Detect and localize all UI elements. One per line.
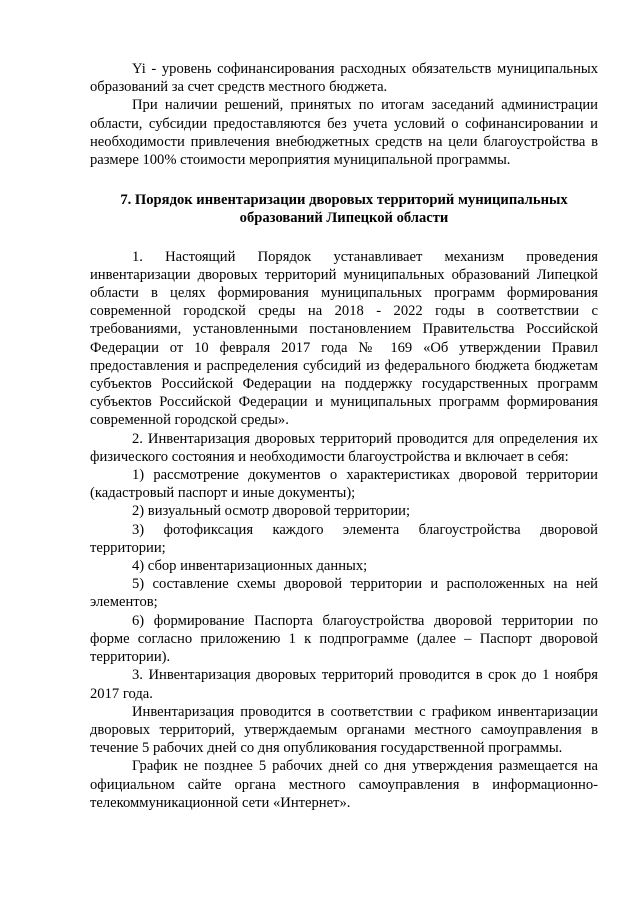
document-page bbox=[90, 60, 598, 812]
paragraph-1-purpose: 1. Настоящий Порядок устанавливает механизм проведения инвентаризации дворовых территорий муниципальных образований Липецкой области в целях формирования муниципальных программ формирования современной городской среды на 2018 - 2022 годы в соответствии с требованиями, установленными постановлением Правительства Российской Федерации от 10 февраля 2017 года № 169 «Об утверждении Правил предоставления и распределения субсидий из федерального бюджета бюджетам субъектов Российской Федерации на поддержку государственных программ субъектов Российской Федерации и муниципальных программ формирования современной городской среды». bbox=[90, 248, 598, 429]
paragraph-2-inventory-scope: 2. Инвентаризация дворовых территорий проводится для определения их физического состояния и необходимости благоустройства и включает в себя: bbox=[90, 430, 598, 465]
list-item-photo-fixation: 3) фотофиксация каждого элемента благоустройства дворовой территории; bbox=[90, 521, 598, 556]
list-item-visual-inspection: 2) визуальный осмотр дворовой территории; bbox=[132, 503, 411, 520]
list-item-documents-review: 1) рассмотрение документов о характеристиках дворовой территории (кадастровый паспорт и иные документы); bbox=[90, 467, 598, 502]
list-item-passport-forming: 6) формирование Паспорта благоустройства дворовой территории по форме согласно приложению 1 к подпрограмме (далее – Паспорт дворовой территории). bbox=[90, 612, 598, 666]
paragraph-schedule-publication: График не позднее 5 рабочих дней со дня утверждения размещается на официальном сайте органа местного самоуправления в информационно-телекоммуникационной сети «Интернет». bbox=[90, 758, 598, 811]
paragraph-3-deadline: 3. Инвентаризация дворовых территорий проводится в срок до 1 ноября 2017 года. bbox=[90, 667, 598, 702]
paragraph-cofinancing-level: Yi - уровень софинансирования расходных обязательств муниципальных образований за счет средств местного бюджета. bbox=[90, 61, 598, 96]
section-title-line-2: образований Липецкой области bbox=[239, 210, 449, 227]
paragraph-inventory-schedule: Инвентаризация проводится в соответствии с графиком инвентаризации дворовых территорий, утверждаемым органами местного самоуправления в течение 5 рабочих дней со дня опубликования государственной программы. bbox=[90, 703, 598, 757]
section-title-line-1: 7. Порядок инвентаризации дворовых территорий муниципальных bbox=[120, 192, 568, 209]
paragraph-subsidy-conditions: При наличии решений, принятых по итогам заседаний администрации области, субсидии предоставляются без учета условий о софинансировании и необходимости привлечения внебюджетных средств на цели благоустройства в размере 100% стоимости мероприятия муниципальной программы. bbox=[90, 97, 598, 169]
list-item-scheme-drawing: 5) составление схемы дворовой территории и расположенных на ней элементов; bbox=[90, 576, 598, 611]
list-item-data-collection: 4) сбор инвентаризационных данных; bbox=[132, 558, 368, 575]
section-title bbox=[90, 191, 598, 227]
